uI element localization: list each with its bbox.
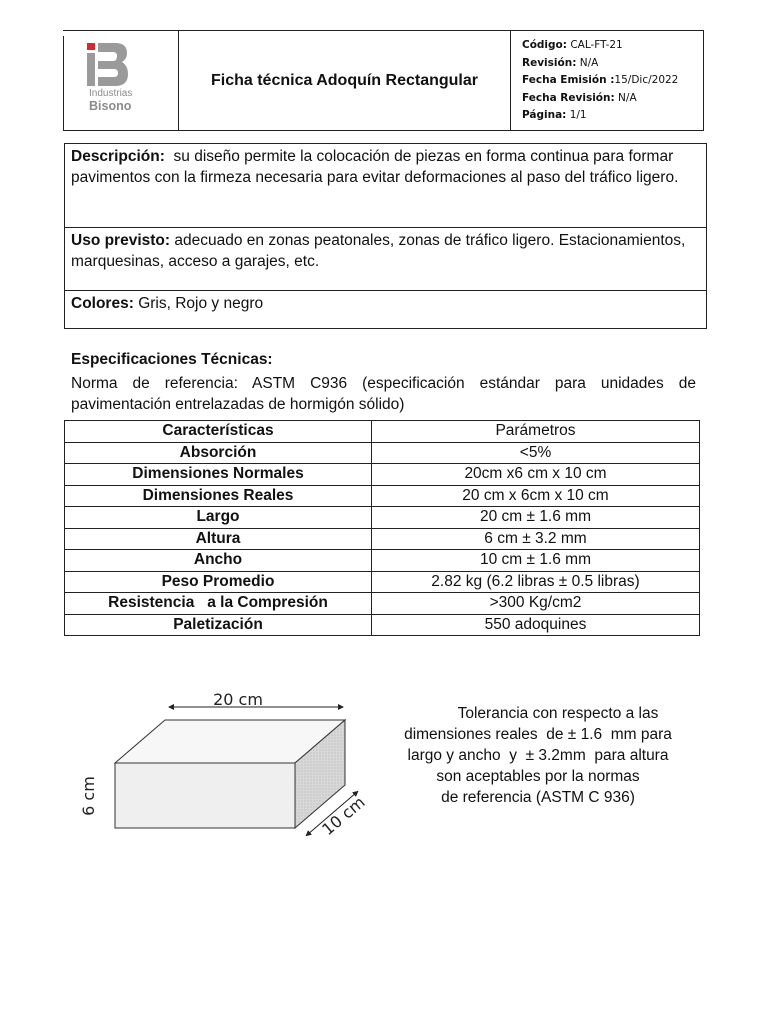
- bisono-logo-icon: [85, 43, 129, 87]
- table-row: [65, 485, 700, 507]
- specs-heading: Especificaciones Técnicas:: [71, 351, 273, 368]
- document-header: [63, 30, 704, 131]
- colores-row: [65, 291, 706, 316]
- logo-cell: [63, 31, 179, 131]
- uso-text: adecuado en zonas peatonales, zonas de tráfico ligero. Estacionamientos, marquesinas, acceso a garajes, etc.: [71, 232, 686, 270]
- spec-value: 20 cm x 6cm x 10 cm: [372, 485, 700, 507]
- tolerance-line: son aceptables por la normas: [436, 768, 640, 785]
- spec-value: 550 adoquines: [372, 614, 700, 636]
- spec-name: Resistencia a la Compresión: [65, 593, 372, 615]
- tolerance-line: de referencia (ASTM C 936): [441, 789, 635, 806]
- uso-row: [65, 228, 706, 274]
- table-row: [65, 550, 700, 572]
- spec-name: Ancho: [65, 550, 372, 572]
- spec-name: Paletización: [65, 614, 372, 636]
- meta-revision: Revisión: N/A: [522, 56, 599, 69]
- spec-value: 6 cm ± 3.2 mm: [372, 528, 700, 550]
- table-row: [65, 528, 700, 550]
- descripcion-label: Descripción:: [71, 148, 165, 165]
- length-label: 20 cm: [213, 690, 263, 709]
- descripcion-row: [65, 144, 706, 190]
- meta-fecha-emision: Fecha Emisión :15/Dic/2022: [522, 74, 679, 86]
- table-row: [65, 442, 700, 464]
- document-meta: [522, 37, 702, 125]
- spec-name: Largo: [65, 507, 372, 529]
- meta-fecha-revision: Fecha Revisión: N/A: [522, 91, 637, 104]
- logo-line1: Industrias: [89, 88, 133, 99]
- meta-pagina: Página: 1/1: [522, 109, 587, 121]
- colores-label: Colores:: [71, 295, 134, 312]
- brick-dimension-diagram: [70, 680, 380, 850]
- table-row: [65, 571, 700, 593]
- colores-text: Gris, Rojo y negro: [138, 295, 264, 312]
- spec-value: >300 Kg/cm2: [372, 593, 700, 615]
- document-title: Ficha técnica Adoquín Rectangular: [179, 31, 511, 131]
- tolerance-line: largo y ancho y ± 3.2mm para altura: [407, 747, 669, 764]
- tolerance-line: dimensiones reales de ± 1.6 mm para: [404, 726, 672, 743]
- spec-value: 20cm x6 cm x 10 cm: [372, 464, 700, 486]
- table-row: [65, 614, 700, 636]
- spec-name: Dimensiones Normales: [65, 464, 372, 486]
- meta-codigo: Código: CAL-FT-21: [522, 39, 623, 51]
- spec-value: 2.82 kg (6.2 libras ± 0.5 libras): [372, 571, 700, 593]
- spec-name: Dimensiones Reales: [65, 485, 372, 507]
- spec-name: Absorción: [65, 442, 372, 464]
- spec-name: Peso Promedio: [65, 571, 372, 593]
- spec-value: 20 cm ± 1.6 mm: [372, 507, 700, 529]
- brick-front-face: [115, 763, 295, 828]
- logo-line2: Bisono: [89, 99, 132, 113]
- table-row: [65, 507, 700, 529]
- specs-norma: Norma de referencia: ASTM C936 (especificación estándar para unidades de pavimentación entrelazadas de hormigón sólido): [71, 375, 696, 413]
- tolerance-note: [383, 703, 693, 808]
- descripcion-text: su diseño permite la colocación de piezas en forma continua para formar pavimentos con la firmeza necesaria para evitar deformaciones al paso del tráfico ligero.: [71, 148, 679, 186]
- table-row: [65, 464, 700, 486]
- spec-name: Altura: [65, 528, 372, 550]
- column-header: Parámetros: [372, 421, 700, 443]
- uso-label: Uso previsto:: [71, 232, 171, 249]
- width-label: 10 cm: [318, 792, 369, 840]
- height-label: 6 cm: [79, 776, 98, 816]
- spec-value: <5%: [372, 442, 700, 464]
- spec-value: 10 cm ± 1.6 mm: [372, 550, 700, 572]
- specs-table: [64, 420, 700, 636]
- info-box: [64, 143, 707, 329]
- column-header: Características: [65, 421, 372, 443]
- table-row: [65, 593, 700, 615]
- table-header-row: [65, 421, 700, 443]
- tolerance-line: Tolerancia con respecto a las: [457, 705, 659, 722]
